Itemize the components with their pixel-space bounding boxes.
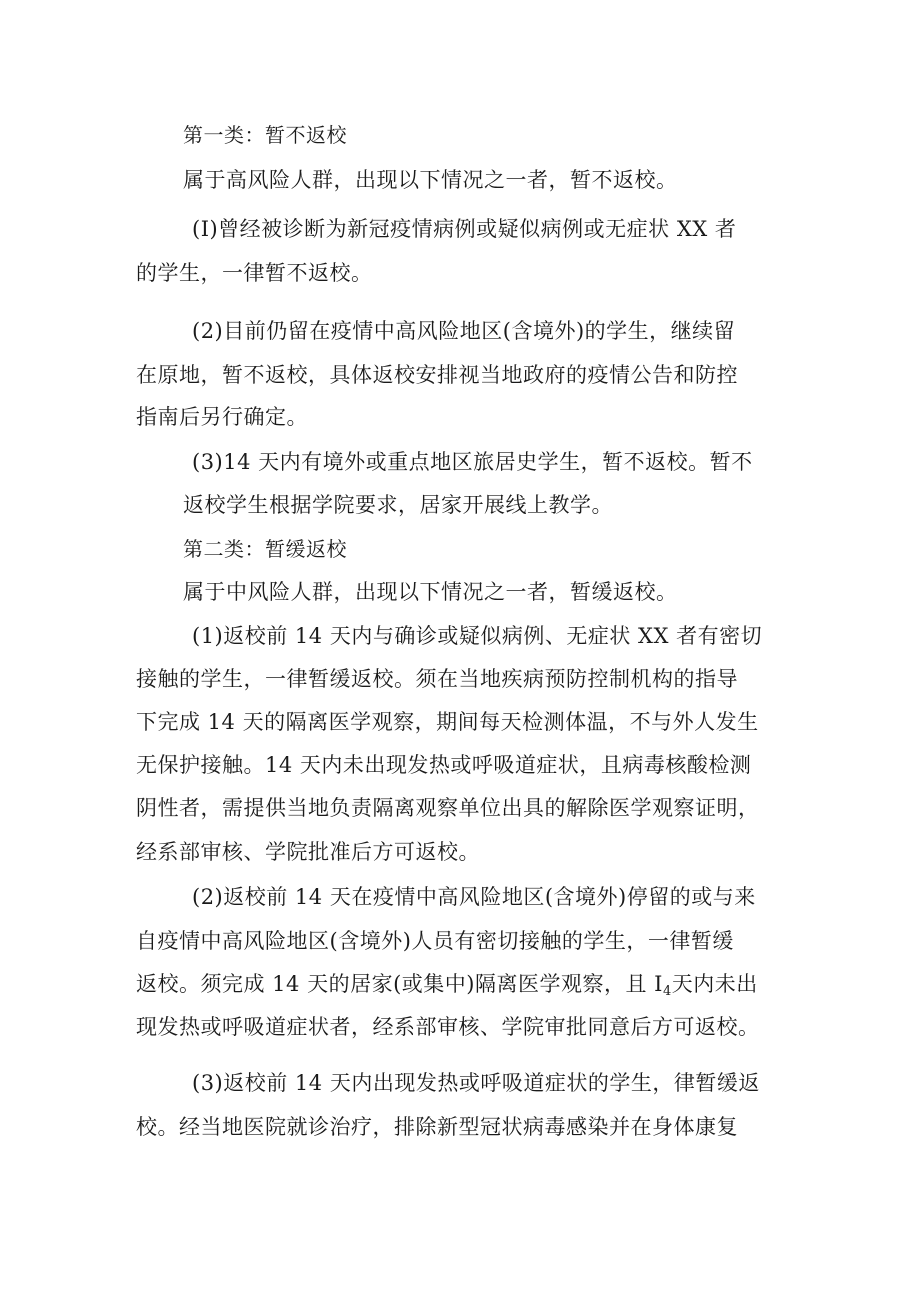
item-2-2-line-2: 自疫情中高风险地区(含境外)人员有密切接触的学生，一律暂缓 [136, 929, 734, 953]
item-1-3-line-2: 返校学生根据学院要求，居家开展线上教学。 [183, 493, 613, 517]
item-2-3-line-2: 校。经当地医院就诊治疗，排除新型冠状病毒感染并在身体康复 [136, 1115, 738, 1139]
item-2-2-line-3 [136, 970, 758, 1006]
item-2-1-line-2: 接触的学生，一律暂缓返校。须在当地疾病预防控制机构的指导 [136, 667, 738, 691]
item-1-3-line-1: (3)14 天内有境外或重点地区旅居史学生，暂不返校。暂不 [192, 450, 753, 474]
item-2-1-line-1: (1)返校前 14 天内与确诊或疑似病例、无症状 XX 者有密切 [192, 624, 763, 648]
item-2-2-line-1: (2)返校前 14 天在疫情中高风险地区(含境外)停留的或与来 [192, 885, 756, 909]
item-1-1-line-2: 的学生，一律暂不返校。 [136, 261, 373, 285]
item-1-1-line-1: (I)曾经被诊断为新冠疫情病例或疑似病例或无症状 XX 者 [192, 217, 737, 241]
item-2-2-line-3-subscript: 4 [662, 984, 672, 999]
category-2-intro: 属于中风险人群，出现以下情况之一者，暂缓返校。 [183, 580, 678, 604]
item-1-2-line-1: (2)目前仍留在疫情中高风险地区(含境外)的学生，继续留 [192, 319, 736, 343]
item-2-1-line-3: 下完成 14 天的隔离医学观察，期间每天检测体温，不与外人发生 [136, 710, 759, 734]
item-2-2-line-4: 现发热或呼吸道症状者，经系部审核、学院审批同意后方可返校。 [136, 1015, 760, 1039]
item-2-3-line-1: (3)返校前 14 天内出现发热或呼吸道症状的学生，律暂缓返 [192, 1071, 760, 1095]
item-2-1-line-4: 无保护接触。14 天内未出现发热或呼吸道症状，且病毒核酸检测 [136, 753, 752, 777]
item-1-2-line-3: 指南后另行确定。 [136, 405, 308, 429]
category-1-heading: 第一类：暂不返校 [183, 123, 347, 147]
item-1-2-line-2: 在原地，暂不返校，具体返校安排视当地政府的疫情公告和防控 [136, 363, 738, 387]
item-2-1-line-5: 阴性者，需提供当地负责隔离观察单位出具的解除医学观察证明， [136, 796, 760, 820]
category-2-heading: 第二类：暂缓返校 [183, 537, 347, 561]
item-2-2-line-3-text-a: 返校。须完成 14 天的居家(或集中)隔离医学观察，且 I [136, 972, 663, 996]
category-1-intro: 属于高风险人群，出现以下情况之一者，暂不返校。 [183, 168, 678, 192]
item-2-2-line-3-text-b: 天内未出 [671, 972, 758, 996]
item-2-1-line-6: 经系部审核、学院批准后方可返校。 [136, 840, 480, 864]
